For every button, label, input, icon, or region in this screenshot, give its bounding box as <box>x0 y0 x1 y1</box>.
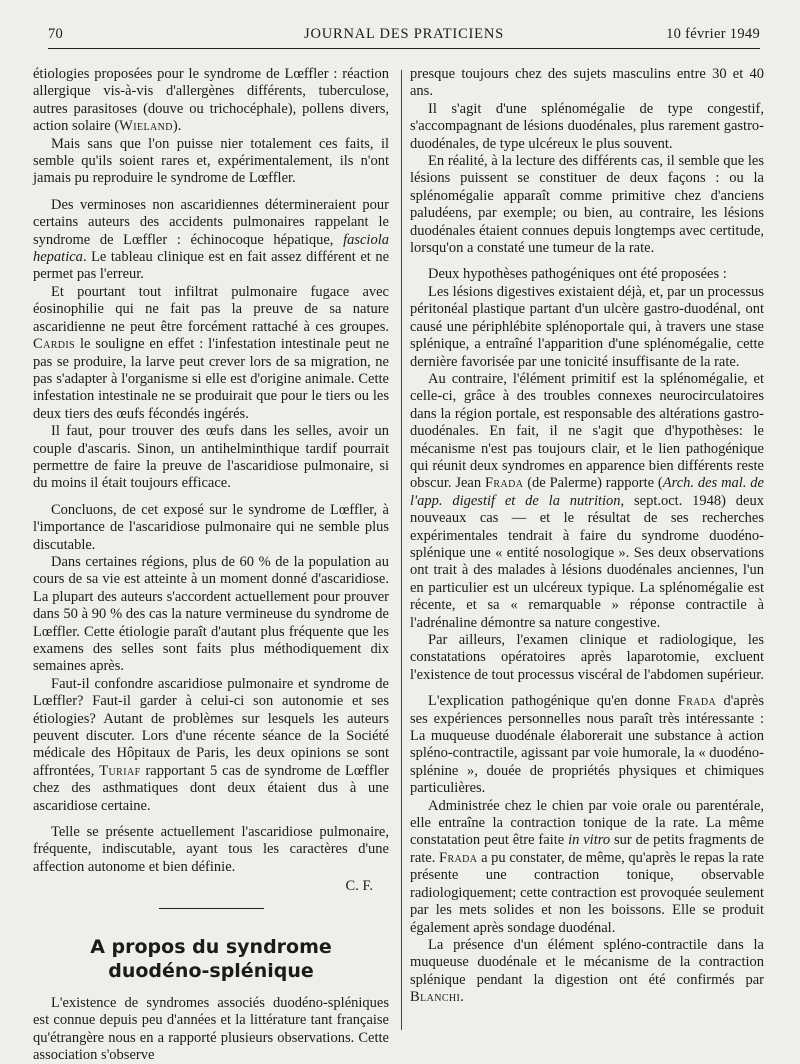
author-name: Turiaf <box>99 762 141 779</box>
paragraph: Par ailleurs, l'examen clinique et radiologique, les constatations opératoires après laparotomie, excluent l'existence de tout processus viscéral de l'abdomen supérieur. <box>410 632 764 683</box>
author-name: Blanchi <box>410 989 461 1006</box>
paragraph: La présence d'un élément spléno-contractile dans la muqueuse duodénale et le mécanisme de la contraction splénique pendant la digestion ont été confirmés par Blanchi. <box>410 936 764 1006</box>
paragraph: Des verminoses non ascaridiennes détermineraient pour certains auteurs des accidents pulmonaires rappelant le syndrome de Lœffler : échinocoque hépatique, fasciola hepatica. Le tableau clinique est en fait assez différent et ne permet pas l'erreur. <box>33 196 389 283</box>
paragraph: Concluons, de cet exposé sur le syndrome de Lœffler, à l'importance de l'ascaridiose pulmonaire qui ne semble plus discutable. <box>33 501 389 553</box>
left-column <box>33 66 389 1064</box>
author-name: Wieland <box>119 118 173 135</box>
column-divider <box>401 70 402 1030</box>
paragraph: presque toujours chez des sujets masculins entre 30 et 40 ans. <box>410 66 764 100</box>
page-header <box>48 26 760 48</box>
paragraph: Mais sans que l'on puisse nier totalement ces faits, il semble qu'ils soient rares et, expérimentalement, ils n'ont jamais pu reproduire le syndrome de Lœffler. <box>33 135 389 187</box>
right-column <box>410 66 764 1007</box>
paragraph: Et pourtant tout infiltrat pulmonaire fugace avec éosinophilie qui ne fait pas la preuve de sa nature ascaridienne ne peut être forcément rattaché à ces groupes. Cardis le souligne en effet : l'infestation intestinale peut ne pas se produire, la larve peut crever lors de sa migration, ne pas s'adapter à l'organisme si elle est d'origine animale. Cette infestation intestinale ne se produirait que pour le tiers ou les deux tiers des œufs fécondés ingérés. <box>33 283 389 422</box>
section-title: A propos du syndrome duodéno-splénique <box>90 935 332 982</box>
paragraph: Il s'agit d'une splénomégalie de type congestif, s'accompagnant de lésions duodénales, plus rarement gastro-duodénales, de type ulcéreux le plus souvent. <box>410 100 764 152</box>
paragraph: Il faut, pour trouver des œufs dans les selles, avoir un couple d'ascaris. Sinon, un antihelminthique tardif pourrait permettre de faire la preuve de l'ascaridiose pulmonaire, si du moins il était toujours efficace. <box>33 423 389 492</box>
header-rule <box>48 48 760 49</box>
paragraph: Les lésions digestives existaient déjà, et, par un processus péritonéal plastique partant d'un ulcère gastro-duodénal, ont causé une périphlébite splénoportale qui, à travers une stase splénique, a entraîné l'apparition d'une splénomégalie, cette dernière favorisée par une tonicité insuffisante de la rate. <box>410 283 764 370</box>
paragraph: L'existence de syndromes associés duodéno-spléniques est connue depuis peu d'années et la littérature tant française qu'étrangère nous en a rapporté plusieurs observations. Cette association s'observe <box>33 994 389 1063</box>
issue-date: 10 février 1949 <box>666 26 760 42</box>
section-rule <box>159 908 264 909</box>
author-name: Frada <box>677 693 717 710</box>
author-name: Cardis <box>33 336 76 353</box>
paragraph: Deux hypothèses pathogéniques ont été proposées : <box>428 266 727 283</box>
page-number: 70 <box>48 26 64 42</box>
paragraph: Administrée chez le chien par voie orale ou parentérale, elle entraîne la contraction tonique de la rate. La même constatation peut être faite in vitro sur de petits fragments de rate. Frada a pu constater, de même, qu'après le repas la rate présente une contraction tonique, observable radiologiquement; cette contraction est provoquée seulement par les mets solides et non les boissons. Elle se produit également après sondage duodénal. <box>410 797 764 936</box>
paragraph: Dans certaines régions, plus de 60 % de la population au cours de sa vie est atteinte à un moment donné d'ascaridiose. La plupart des auteurs s'accordent actuellement pour prouver dans 50 à 90 % des cas la nature vermineuse du syndrome de Lœffler. Cette étiologie paraît d'autant plus fréquente que les examens des selles sont faits plus méthodiquement dix semaines après. <box>33 553 389 675</box>
signature: C. F. <box>345 878 373 895</box>
paragraph: étiologies proposées pour le syndrome de Lœffler : réaction allergique vis-à-vis d'allergènes différents, tuberculose, autres parasitoses (douve ou trichocéphale), pollens divers, action solaire (Wieland). <box>33 66 389 135</box>
paragraph: Faut-il confondre ascaridiose pulmonaire et syndrome de Lœffler? Faut-il garder à celui-ci son autonomie et ses étiologies? Autant de problèmes sur lesquels les auteurs peuvent discuter. Lors d'une récente séance de la Société médicale des Hôpitaux de Paris, les deux opinions se sont affrontées, Turiaf rapportant 5 cas de syndrome de Lœffler chez des asthmatiques dont deux étaient dus à une ascaridiose certaine. <box>33 675 389 814</box>
paragraph: Au contraire, l'élément primitif est la splénomégalie, et celle-ci, grâce à des troubles connexes neurocirculatoires dans la région portale, est responsable des altérations gastro-duodénales. En fait, il ne s'agit que d'hypothèses: le mécanisme n'est pas toujours clair, et le lien pathogénique qui réunit deux syndromes en apparence bien différents reste obscur. Jean Frada (de Palerme) rapporte (Arch. des mal. de l'app. digestif et de la nutrition, sept.oct. 1948) deux nouveaux cas — et le résultat de ses recherches expérimentales tendrait à faire du syndrome duodéno-splénique une « entité nosologique ». Ses deux observations ont trait à des malades à lésions duodénales anciennes, l'un en particulier est un ulcéreux typique. La splénomégalie est récente, et sa « remarquable » réponse contractile à l'adrénaline démontre sa nature congestive. <box>410 370 764 631</box>
paragraph: Telle se présente actuellement l'ascaridiose pulmonaire, fréquente, indiscutable, ayant tous les caractères d'une affection autonome et bien définie. <box>33 824 389 875</box>
author-name: Frada <box>484 475 524 492</box>
journal-title: JOURNAL DES PRATICIENS <box>304 26 504 42</box>
author-name: Frada <box>439 849 478 866</box>
paragraph: L'explication pathogénique qu'en donne Frada d'après ses expériences personnelles nous paraît très intéressante : La muqueuse duodénale élaborerait une substance à action spléno-contractile, agissant par voie humorale, la « duodéno-splénine », douée de propriétés physiques et chimiques particulières. <box>410 693 764 797</box>
paragraph: En réalité, à la lecture des différents cas, il semble que les lésions puissent se constituer de deux façons : ou la splénomégalie apparaît comme primitive chez d'anciens paludéens, par exemple; ou bien, au contraire, les lésions duodénales étaient connues depuis longtemps avec certitude, lorsqu'on a constaté une tumeur de la rate. <box>410 153 764 257</box>
